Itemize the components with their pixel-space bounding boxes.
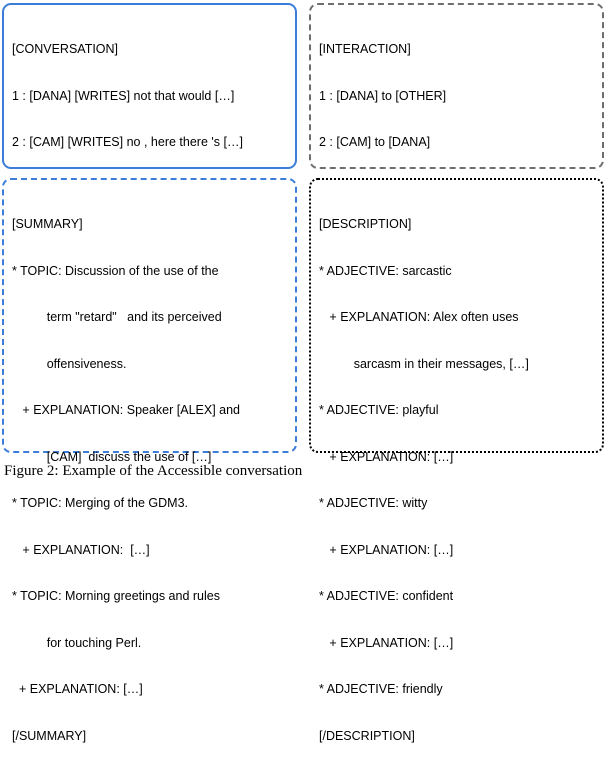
description-line: * ADJECTIVE: friendly (319, 682, 443, 696)
summary-line: + EXPLANATION: […] (12, 682, 143, 696)
description-line: + EXPLANATION: […] (319, 449, 454, 464)
description-line: + EXPLANATION: […] (319, 542, 454, 557)
summary-line: term "retard" and its perceived (12, 310, 222, 324)
interaction-block (309, 3, 604, 169)
summary-close-tag: [/SUMMARY] (12, 728, 87, 743)
interaction-line: 2 : [CAM] to [DANA] (319, 135, 431, 149)
conversation-block (2, 3, 297, 169)
conversation-line: 1 : [DANA] [WRITES] not that would […] (12, 88, 235, 103)
description-line: + EXPLANATION: […] (319, 635, 454, 650)
description-line: * ADJECTIVE: confident (319, 589, 454, 603)
description-line: * ADJECTIVE: playful (319, 403, 439, 417)
description-line: * ADJECTIVE: sarcastic (319, 263, 452, 278)
description-line: + EXPLANATION: Alex often uses (319, 310, 519, 324)
interaction-open-tag: [INTERACTION] (319, 42, 411, 56)
description-line: sarcasm in their messages, […] (319, 356, 529, 371)
description-line: * ADJECTIVE: witty (319, 496, 428, 510)
summary-line: offensiveness. (12, 356, 127, 371)
summary-line: for touching Perl. (12, 635, 142, 650)
summary-open-tag: [SUMMARY] (12, 217, 83, 231)
figure-caption: Figure 2: Example of the Accessible conversation (4, 463, 303, 479)
summary-line: + EXPLANATION: […] (12, 542, 150, 557)
description-block (309, 178, 604, 743)
summary-line: * TOPIC: Discussion of the use of the (12, 263, 219, 278)
summary-line: * TOPIC: Merging of the GDM3. (12, 496, 188, 510)
interaction-line: 1 : [DANA] to [OTHER] (319, 88, 447, 103)
summary-line: [CAM] discuss the use of […] (12, 449, 212, 464)
description-close-tag: [/DESCRIPTION] (319, 728, 415, 743)
summary-line: + EXPLANATION: Speaker [ALEX] and (12, 403, 241, 417)
conversation-open-tag: [CONVERSATION] (12, 42, 119, 56)
summary-line: * TOPIC: Morning greetings and rules (12, 589, 220, 603)
description-open-tag: [DESCRIPTION] (319, 217, 412, 231)
conversation-line: 2 : [CAM] [WRITES] no , here there 's […] (12, 135, 243, 149)
